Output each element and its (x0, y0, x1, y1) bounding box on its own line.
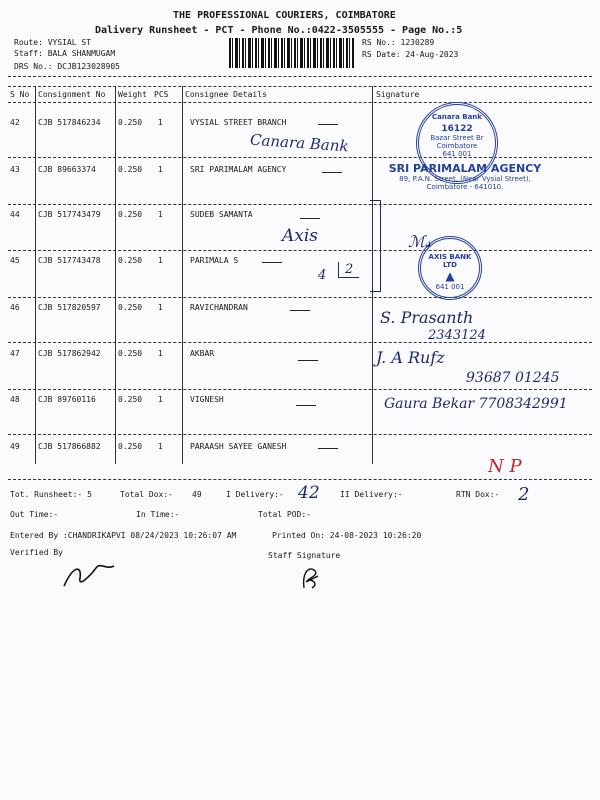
row-sno: 48 (10, 395, 20, 404)
handwriting-rtn: 2 (518, 484, 530, 505)
rtn-dox-label: RTN Dox:- (456, 490, 500, 499)
row-separator (8, 434, 592, 435)
stamp-line: Canara Bank (432, 113, 482, 121)
col-divider (182, 86, 183, 464)
row-consignment: CJB 517743479 (38, 210, 101, 219)
row-sno: 49 (10, 442, 20, 451)
row-pcs: 1 (158, 210, 163, 219)
stamp-line: Coimbatore (436, 142, 478, 150)
col-header-pcs: PCS (154, 90, 169, 99)
row-sno: 47 (10, 349, 20, 358)
col-header-consignment: Consignment No (38, 90, 106, 99)
row-mark (318, 448, 338, 449)
company-title: THE PROFESSIONAL COURIERS, COIMBATORE (173, 10, 396, 21)
i-delivery-label: I Delivery:- (226, 490, 284, 499)
axis-logo-icon: ▲ (445, 269, 455, 283)
staff-label: Staff: BALA SHANMUGAM (14, 49, 116, 58)
entered-by: Entered By :CHANDRIKAPVI 08/24/2023 10:26:07 AM (10, 531, 237, 540)
col-header-consignee: Consignee Details (185, 90, 267, 99)
handwriting-canara: Canara Bank (249, 130, 350, 156)
in-time-label: In Time:- (136, 510, 180, 519)
rs-number: RS No.: 1230289 (362, 38, 435, 47)
stamp-line: 16122 (441, 124, 473, 134)
handwriting-axis: Axis (282, 226, 319, 246)
row-sno: 45 (10, 256, 20, 265)
row-mark (318, 124, 338, 125)
row-weight: 0.250 (118, 210, 143, 219)
row-separator (8, 204, 592, 205)
row-consignment: CJB 517846234 (38, 118, 101, 127)
row-mark (262, 262, 282, 263)
row-consignment: CJB 89663374 (38, 165, 96, 174)
row-weight: 0.250 (118, 256, 143, 265)
row-consignee: SUDEB SAMANTA (190, 210, 253, 219)
out-time-label: Out Time:- (10, 510, 59, 519)
rs-date: RS Date: 24-Aug-2023 (362, 50, 459, 59)
ii-delivery-label: II Delivery:- (340, 490, 403, 499)
row-consignee: RAVICHANDRAN (190, 303, 248, 312)
row-pcs: 1 (158, 256, 163, 265)
row-mark (322, 172, 342, 173)
printed-on: Printed On: 24-08-2023 10:26:20 (272, 531, 422, 540)
row-weight: 0.250 (118, 349, 143, 358)
agency-stamp (380, 162, 550, 191)
handwriting-np: N P (488, 456, 522, 477)
handwriting-akbar-number: 93687 01245 (466, 370, 560, 386)
handwriting-delivered: 42 (298, 483, 320, 503)
row-weight: 0.250 (118, 165, 143, 174)
row-weight: 0.250 (118, 303, 143, 312)
row-consignment: CJB 517743478 (38, 256, 101, 265)
agency-stamp-address: 89, P.A.N. Street, (Near Vysial Street), (399, 175, 531, 183)
col-divider (35, 86, 36, 464)
table-bottom-rule (8, 479, 592, 480)
row-sno: 46 (10, 303, 20, 312)
handwriting-axis-sign: ℳ𝓈 (408, 232, 431, 251)
axis-stamp-sub: 641 001 (435, 283, 465, 291)
row-pcs: 1 (158, 165, 163, 174)
barcode (229, 38, 354, 68)
handwriting-two: 2 (338, 262, 359, 278)
handwriting-akbar: J. A Rufz (376, 348, 445, 367)
row-weight: 0.250 (118, 395, 143, 404)
verified-by-label: Verified By (10, 548, 63, 557)
agency-stamp-title: SRI PARIMALAM AGENCY (388, 162, 542, 175)
row-mark (300, 218, 320, 219)
stamp-line: 641 001 (442, 150, 472, 158)
row-separator (8, 389, 592, 390)
agency-stamp-city: Coimbatore - 641010. (426, 183, 504, 191)
row-consignment: CJB 517862942 (38, 349, 101, 358)
row-pcs: 1 (158, 118, 163, 127)
row-consignee: VIGNESH (190, 395, 224, 404)
col-header-signature: Signature (376, 90, 420, 99)
stamp-line: Bazar Street Br (430, 134, 484, 142)
row-mark (296, 405, 316, 406)
row-consignee: PARAASH SAYEE GANESH (190, 442, 287, 451)
handwriting-prasanth: S. Prasanth (380, 308, 474, 327)
row-pcs: 1 (158, 303, 163, 312)
runsheet-subtitle: Dalivery Runsheet - PCT - Phone No.:0422-3505555 - Page No.:5 (95, 25, 463, 36)
row-sno: 42 (10, 118, 20, 127)
row-consignee: PARIMALA S (190, 256, 239, 265)
total-dox-value: 49 (192, 490, 202, 499)
drs-number: DRS No.: DCJB123028905 (14, 62, 120, 71)
axis-stamp-text: AXIS BANK LTD (428, 253, 472, 269)
row-pcs: 1 (158, 349, 163, 358)
row-consignee: SRI PARIMALAM AGENCY (190, 165, 287, 174)
handwriting-prasanth-number: 2343124 (428, 328, 486, 343)
row-weight: 0.250 (118, 442, 143, 451)
row-consignment: CJB 89760116 (38, 395, 96, 404)
row-consignment: CJB 517820597 (38, 303, 101, 312)
row-consignee: VYSIAL STREET BRANCH (190, 118, 287, 127)
row-mark (298, 360, 318, 361)
row-sno: 43 (10, 165, 20, 174)
header-bottom-rule (8, 102, 592, 103)
row-pcs: 1 (158, 442, 163, 451)
tot-runsheet: Tot. Runsheet:- 5 (10, 490, 92, 499)
row-consignment: CJB 517866882 (38, 442, 101, 451)
row-separator (8, 342, 592, 343)
header-top-rule (8, 86, 592, 87)
handwriting-vignesh: Gaura Bekar 7708342991 (384, 396, 568, 412)
top-rule (8, 76, 592, 77)
row-separator (8, 297, 592, 298)
col-header-weight: Weight (118, 90, 147, 99)
handwriting-four: 4 (318, 268, 327, 283)
staff-signature-label: Staff Signature (268, 551, 341, 560)
row-separator (8, 157, 592, 158)
col-header-sno: S No (10, 90, 30, 99)
verifier-signature (60, 556, 120, 592)
route-label: Route: VYSIAL ST (14, 38, 92, 47)
total-pod-label: Total POD:- (258, 510, 311, 519)
row-mark (290, 310, 310, 311)
row-consignee: AKBAR (190, 349, 215, 358)
row-sno: 44 (10, 210, 20, 219)
row-pcs: 1 (158, 395, 163, 404)
staff-signature (296, 562, 326, 592)
row-weight: 0.250 (118, 118, 143, 127)
row-separator (8, 250, 592, 251)
col-divider (115, 86, 116, 464)
total-dox-label: Total Dox:- (120, 490, 173, 499)
handwriting-bracket (370, 200, 381, 292)
